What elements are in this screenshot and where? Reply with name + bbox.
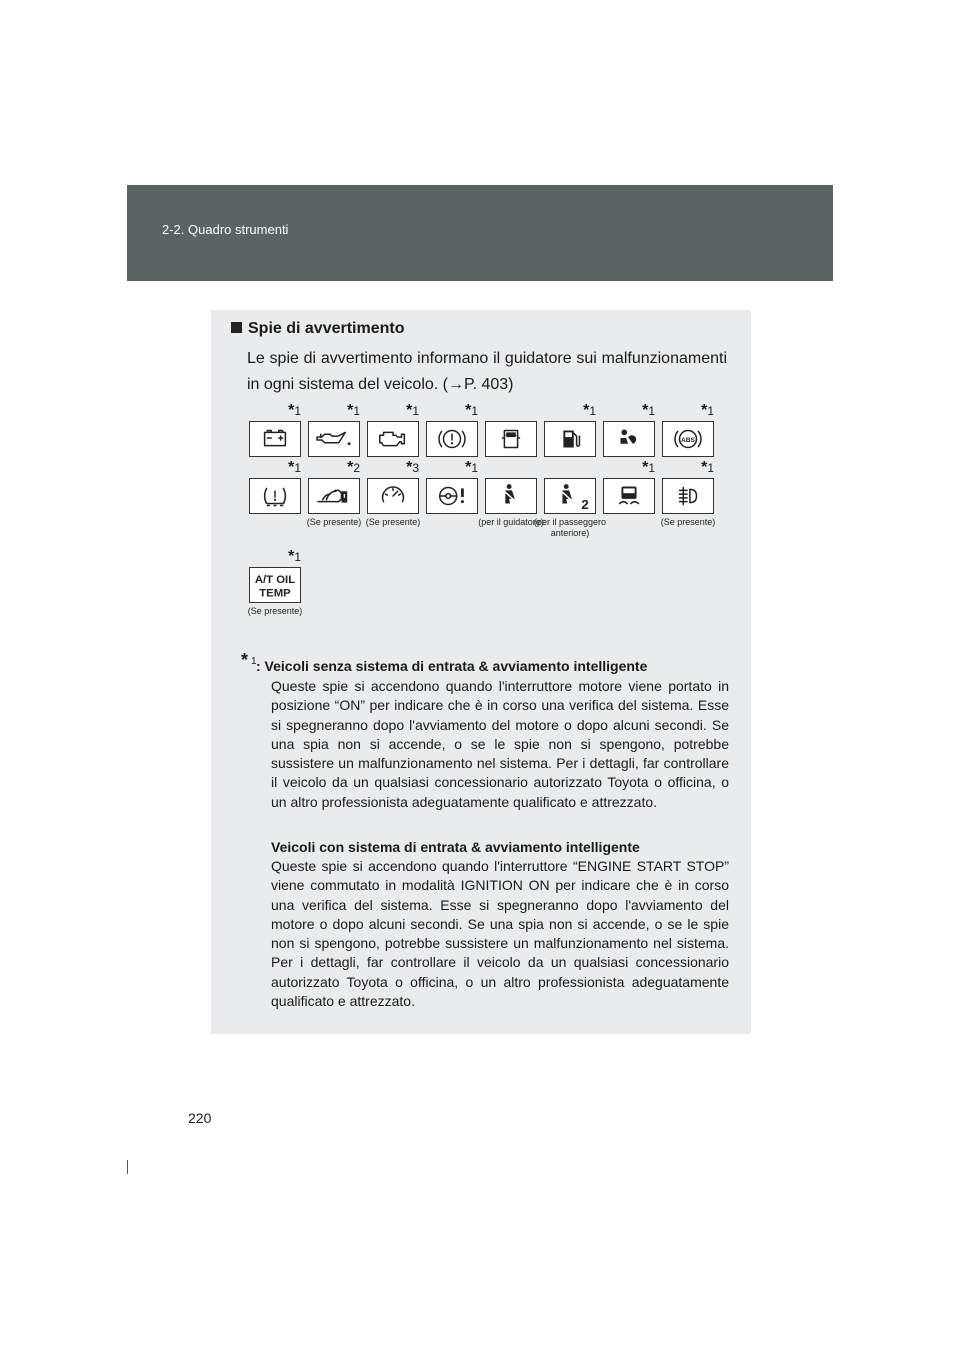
note-body-2: Queste spie si accendono quando l'interruttore “ENGINE START STOP” viene commutato in modalità IGNITION ON per indicare che è in corso una verifica del sistema. Esse si spegneranno dopo l'avviamento del motore o dopo alcuni secondi. Se una spia non si accende, o se le spie non si spengono, potrebbe sussistere un malfunzionamento nel sistema. Per i dettagli, far controllare il veicolo da un qualsiasi concessionario autorizzato Toyota o officina, o un altro professionista adeguatamente qualificato e attrezzato. [271,858,729,1010]
asterisk-marker: *1 [642,402,655,419]
airbag-icon [603,421,655,457]
margin-line [127,1160,128,1174]
battery-icon [249,421,301,457]
at-oil-temp-icon [249,567,301,603]
icon-caption: (Se presente) [247,606,303,616]
asterisk-marker: *1 [583,402,596,419]
brake-warning-icon [426,421,478,457]
page-number: 220 [188,1110,212,1126]
tire-pressure-icon [249,478,301,514]
asterisk-marker: *1 [406,402,419,419]
asterisk-marker: *1 [288,402,301,419]
warning-lights-panel [211,310,751,1034]
oil-pressure-icon [308,421,360,457]
asterisk-marker: *1 [465,459,478,476]
note-body-1: Queste spie si accendono quando l'interruttore motore viene portato in posizione “ON” per indicare che è in corso una verifica del sistema. Esse si spegneranno dopo l'avviamento del motore o dopo alcuni secondi. Se una spia non si accende, o se le spie non si spengono, potrebbe sussistere un malfunzionamento nel sistema. Per i dettagli, far controllare il veicolo da un qualsiasi concessionario autorizzato Toyota o officina, o un altro professionista adeguatamente qualificato e attrezzato. [271,678,729,810]
low-engine-oil-icon [308,478,360,514]
asterisk-marker: *1 [701,459,714,476]
icon-caption: (Se presente) [365,517,421,527]
fuel-icon [544,421,596,457]
asterisk-marker: *1 [347,402,360,419]
asterisk: * [241,650,249,670]
slip-indicator-icon [603,478,655,514]
square-bullet-icon [231,322,242,333]
abs-icon [662,421,714,457]
icon-caption: (Se presente) [660,517,716,527]
steering-warning-icon [426,478,478,514]
section-header [127,185,833,281]
asterisk-marker: *1 [288,548,301,565]
headlight-leveling-icon [662,478,714,514]
asterisk-marker: *3 [406,459,419,476]
icon-caption: (per il passeggero anteriore) [533,517,607,538]
seatbelt-driver-icon [485,478,537,514]
asterisk-marker: *1 [701,402,714,419]
svg-text:2: 2 [581,497,589,513]
icon-caption: (per il guidatore) [478,517,544,527]
at-oil-temp-line-1: A/T OIL [254,574,296,587]
asterisk-marker: *1 [288,459,301,476]
engine-check-icon [367,421,419,457]
at-oil-temp-line-2: TEMP [259,587,291,600]
svg-text:ABS: ABS [681,436,695,444]
section-title: 2-2. Quadro strumenti [162,222,289,237]
note-heading-2: Veicoli con sistema di entrata & avviamento intelligente [271,839,640,855]
panel-intro: Le spie di avvertimento informano il guidatore sui malfunzionamenti in ogni sistema del veicolo. (→P. 403) [247,350,727,393]
asterisk-marker: *1 [465,402,478,419]
note-heading-1: : Veicoli senza sistema di entrata & avviamento intelligente [256,658,648,674]
asterisk-marker: *2 [347,459,360,476]
open-door-icon [485,421,537,457]
asterisk-number: 1 [251,656,257,667]
cruise-control-icon [367,478,419,514]
panel-title: Spie di avvertimento [231,320,405,338]
icon-caption: (Se presente) [306,517,362,527]
asterisk-marker: *1 [642,459,655,476]
seatbelt-passenger-icon [544,478,596,514]
